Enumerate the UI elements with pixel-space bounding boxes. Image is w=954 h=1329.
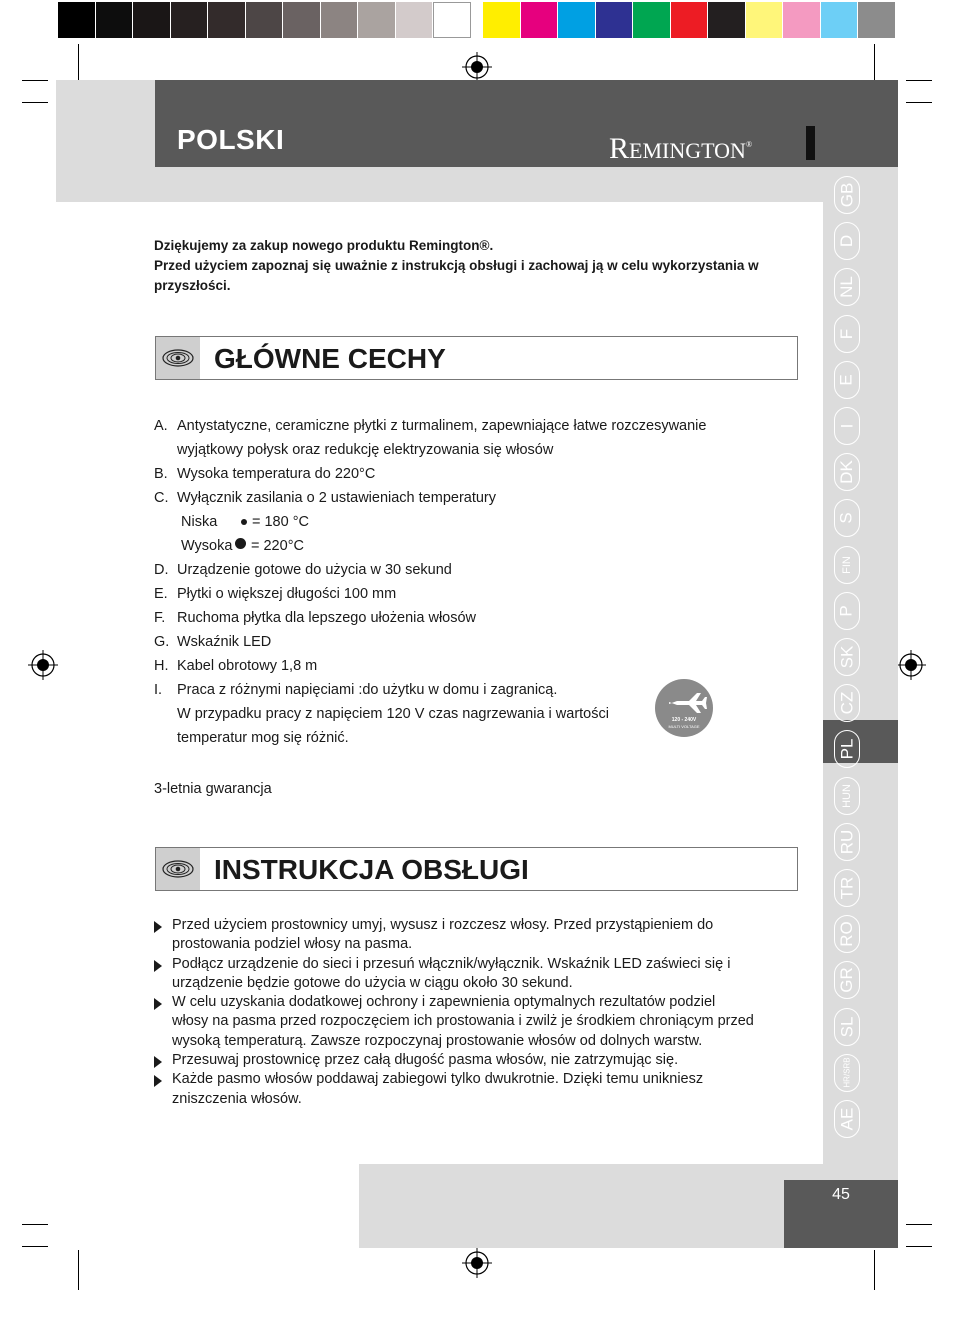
multi-voltage-badge: [655, 679, 713, 737]
brand-bar: [806, 126, 815, 160]
dot-icon: [235, 538, 246, 549]
arrow-bullet-icon: [154, 998, 162, 1010]
color-swatch: [396, 2, 434, 38]
section-header-instructions: [155, 847, 798, 891]
color-swatch: [783, 2, 821, 38]
section-header-features: [155, 336, 798, 380]
language-tab-fin[interactable]: FIN: [834, 546, 860, 584]
page-title: POLSKI: [177, 124, 285, 155]
color-swatch: [633, 2, 671, 38]
language-tab-ru[interactable]: RU: [834, 823, 860, 861]
registration-mark-icon: [462, 52, 492, 82]
language-tab-gr[interactable]: GR: [834, 961, 860, 999]
dot-icon: [241, 519, 247, 525]
language-tab-s[interactable]: S: [834, 499, 860, 537]
eye-icon: [161, 346, 195, 370]
color-swatch: [321, 2, 359, 38]
language-tab-f[interactable]: F: [834, 315, 860, 353]
badge-voltage: 120 - 240V: [671, 717, 697, 723]
color-calibration-bar-left: [58, 2, 471, 38]
registration-mark-icon: [462, 1248, 492, 1278]
instruction-item: Przesuwaj prostownicę przez całą długość pasma włosów, nie zatrzymując się.: [154, 1051, 754, 1070]
eye-icon: [161, 857, 195, 881]
arrow-bullet-icon: [154, 1075, 162, 1087]
instruction-item: Podłącz urządzenie do sieci i przesuń włącznik/wyłącznik. Wskaźnik LED zaświeci się i urządzenie będzie gotowe do użycia w ciągu około 30 sekund.: [154, 955, 754, 994]
intro-text: Dziękujemy za zakup nowego produktu Remington®. Przed użyciem zapoznaj się uważnie z instrukcją obsługi i zachowaj ją w celu wykorzystania w przyszłości.: [154, 238, 759, 293]
language-tab-d[interactable]: D: [834, 222, 860, 260]
color-swatch: [208, 2, 246, 38]
language-tab-e[interactable]: E: [834, 361, 860, 399]
language-tab-hr-srb[interactable]: HR/SRB: [834, 1054, 860, 1092]
color-swatch: [433, 2, 471, 38]
language-tab-gb[interactable]: GB: [834, 176, 860, 214]
instruction-item: Przed użyciem prostownicy umyj, wysusz i rozczesz włosy. Przed przystąpieniem do prostowania podziel włosy na pasma.: [154, 916, 754, 955]
instruction-item: Każde pasmo włosów poddawaj zabiegowi tylko dwukrotnie. Dzięki temu unikniesz zniszczenia włosów.: [154, 1070, 754, 1109]
language-tab-dk[interactable]: DK: [834, 453, 860, 491]
color-swatch: [746, 2, 784, 38]
page-number-box: [784, 1180, 898, 1248]
language-tab-ae[interactable]: AE: [834, 1100, 860, 1138]
language-tab-ro[interactable]: RO: [834, 915, 860, 953]
registration-mark-icon: [28, 650, 58, 680]
color-swatch: [133, 2, 171, 38]
language-tab-nl[interactable]: NL: [834, 268, 860, 306]
brand-logo: REMINGTON®: [609, 132, 753, 165]
color-swatch: [171, 2, 209, 38]
color-swatch: [671, 2, 709, 38]
page-number: 45: [832, 1186, 850, 1203]
temperature-setting: Wysoka = 220°C: [181, 538, 304, 554]
arrow-bullet-icon: [154, 1056, 162, 1068]
color-swatch: [96, 2, 134, 38]
language-tab-p[interactable]: P: [834, 592, 860, 630]
arrow-bullet-icon: [154, 921, 162, 933]
color-swatch: [858, 2, 896, 38]
language-tab-tr[interactable]: TR: [834, 869, 860, 907]
color-swatch: [483, 2, 521, 38]
color-swatch: [358, 2, 396, 38]
color-swatch: [596, 2, 634, 38]
language-tab-sk[interactable]: SK: [834, 638, 860, 676]
header-bar: [155, 80, 898, 167]
section-title: GŁÓWNE CECHY: [214, 343, 446, 374]
language-tab-sl[interactable]: SL: [834, 1008, 860, 1046]
language-tab-i[interactable]: I: [834, 407, 860, 445]
temperature-setting: Niska = 180 °C: [181, 514, 309, 530]
language-tab-cz[interactable]: CZ: [834, 684, 860, 722]
instructions-list: [154, 916, 754, 1109]
language-tab-hun[interactable]: HUN: [834, 777, 860, 815]
registration-mark-icon: [896, 650, 926, 680]
arrow-bullet-icon: [154, 960, 162, 972]
color-calibration-bar-right: [483, 2, 896, 38]
section-title: INSTRUKCJA OBSŁUGI: [214, 854, 529, 885]
color-swatch: [821, 2, 859, 38]
color-swatch: [558, 2, 596, 38]
color-swatch: [521, 2, 559, 38]
instruction-item: W celu uzyskania dodatkowej ochrony i zapewnienia optymalnych rezultatów podziel włosy na pasma przed rozpoczęciem ich prostowania i zwilż je środkiem chroniącym przed wysoką temperaturą. Zawsze rozpoczynaj prostowanie włosów od dolnych warstw.: [154, 993, 754, 1051]
badge-caption: MULTI VOLTAGE: [668, 724, 700, 729]
language-tab-pl[interactable]: PL: [834, 730, 860, 768]
color-swatch: [283, 2, 321, 38]
color-swatch: [58, 2, 96, 38]
warranty-text: 3-letnia gwarancja: [154, 781, 272, 797]
color-swatch: [246, 2, 284, 38]
color-swatch: [708, 2, 746, 38]
